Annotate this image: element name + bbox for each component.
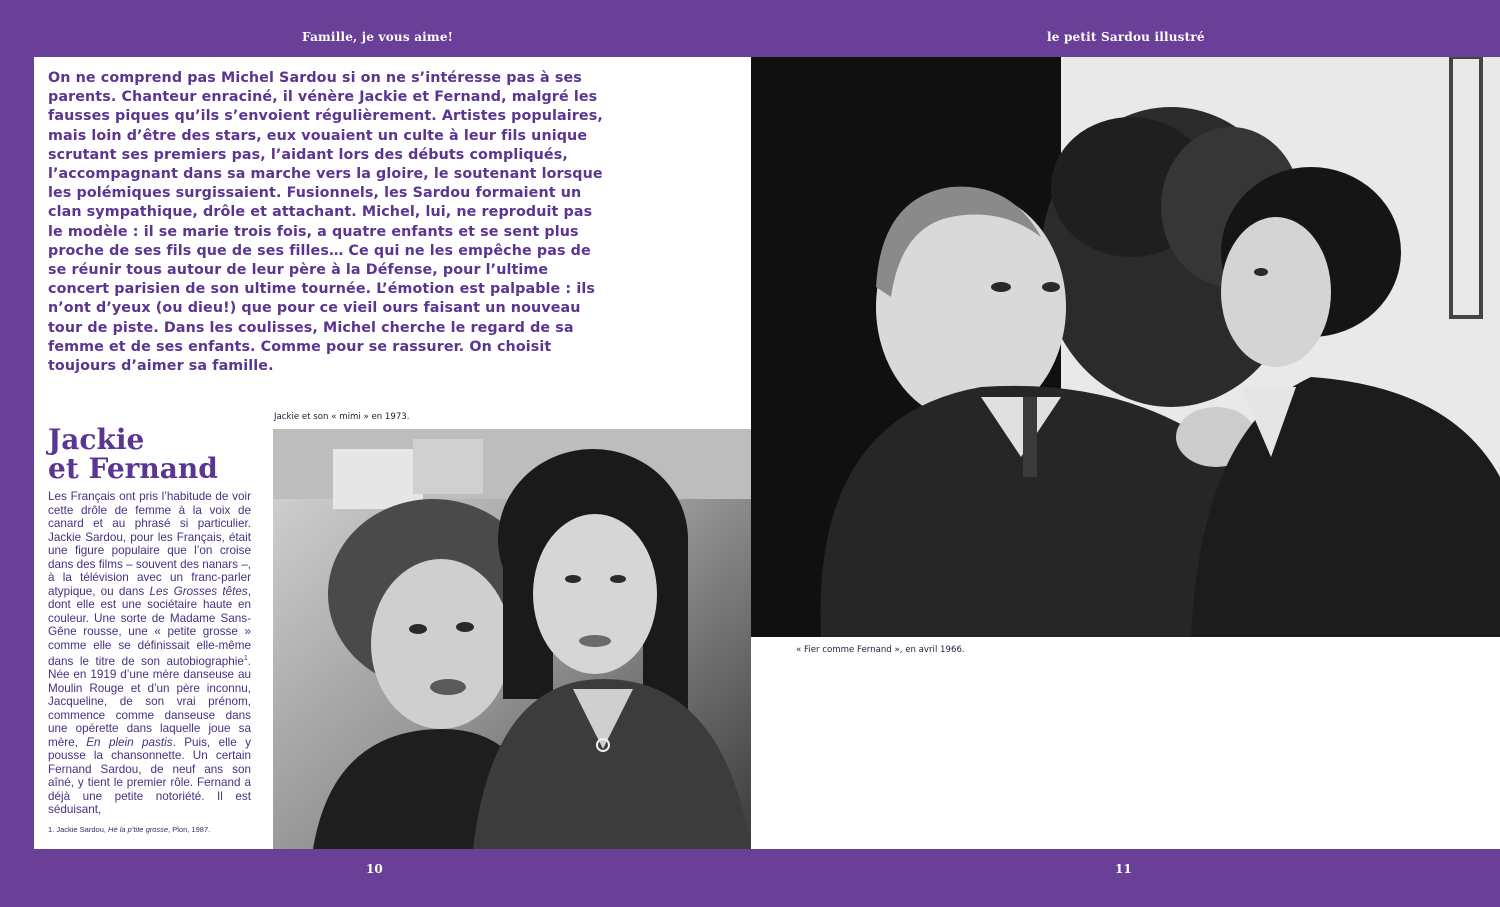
section-title-line2: et Fernand xyxy=(48,452,218,485)
photo-jackie-and-michel xyxy=(273,429,751,849)
photo-caption-fernand: « Fier comme Fernand », en avril 1966. xyxy=(796,645,965,655)
section-title-line1: Jackie xyxy=(48,423,145,456)
running-head-left: Famille, je vous aime! xyxy=(302,30,454,44)
section-body xyxy=(48,490,251,817)
body-text-part3: . Née en 1919 d’une mère danseuse au Moulin Rouge et d’un père inconnu, Jacqueline, de son vrai prénom, commence comme danseuse dans une opérette dans laquelle joue sa mère, xyxy=(48,654,251,749)
photo-caption-jackie: Jackie et son « mimi » en 1973. xyxy=(274,412,410,422)
footnote-prefix: 1. Jackie Sardou, xyxy=(48,825,109,834)
intro-paragraph: On ne comprend pas Michel Sardou si on ne s’intéresse pas à ses parents. Chanteur enraciné, il vénère Jackie et Fernand, malgré les fausses piques qu’ils s’envoient régulièrement. Artistes populaires, mais loin d’être des stars, eux vouaient un culte à leur fils unique scrutant ses premiers pas, l’aidant lors des débuts compliqués, l’accompagnant dans sa marche vers la gloire, le soutenant lorsque les polémiques surgissaient. Fusionnels, les Sardou formaient un clan sympathique, drôle et attachant. Michel, lui, ne reproduit pas le modèle : il se marie trois fois, a quatre enfants et se sent plus proche de ses fils que de ses filles… Ce qui ne les empêche pas de se réunir tous autour de leur père à la Défense, pour l’ultime concert parisien de son ultime tournée. L’émotion est palpable : ils n’ont d’yeux (ou dieu!) que pour ce vieil ours faisant un nouveau tour de piste. Dans les coulisses, Michel cherche le regard de sa femme et de ses enfants. Comme pour se rassurer. On choisit toujours d’aimer sa famille. xyxy=(48,70,603,375)
right-page xyxy=(751,57,1500,849)
body-italic-grosses-tetes: Les Grosses têtes xyxy=(149,584,248,598)
photo-fernand-illustration xyxy=(751,57,1500,637)
left-page xyxy=(34,57,751,849)
page-number-right: 11 xyxy=(1115,862,1132,876)
running-head-right: le petit Sardou illustré xyxy=(1047,30,1205,44)
body-text-part1: Les Français ont pris l’habitude de voir cette drôle de femme à la voix de canard et au phrasé si particulier. Jackie Sardou, pour les Français, était une figure populaire que l’on croise dans des films – souvent des nanars –, à la télévision avec un franc-parler atypique, ou dans xyxy=(48,490,251,598)
photo-jackie-illustration xyxy=(273,429,751,849)
body-italic-en-plein-pastis: En plein pastis xyxy=(86,735,173,749)
footnote-marker: 1 xyxy=(243,655,248,662)
page-number-left: 10 xyxy=(366,862,383,876)
photo-fernand-and-michel xyxy=(751,57,1500,637)
body-text-part4: . Puis, elle y pousse la chansonnette. Un certain Fernand Sardou, de neuf ans son aîné, y tient le premier rôle. Fernand a déjà une petite notoriété. Il est séduisant, xyxy=(48,735,251,817)
section-title xyxy=(48,425,218,483)
body-text-part2: , dont elle est une sociétaire haute en couleur. Une sorte de Madame Sans-Gêne rousse, une « petite grosse » comme elle se définissait elle-même dans le titre de son autobiographie xyxy=(48,584,251,668)
footnote-title: Hé la p’tite grosse xyxy=(108,825,169,834)
footnote xyxy=(48,825,258,834)
footnote-suffix: , Plon, 1987. xyxy=(168,825,211,834)
